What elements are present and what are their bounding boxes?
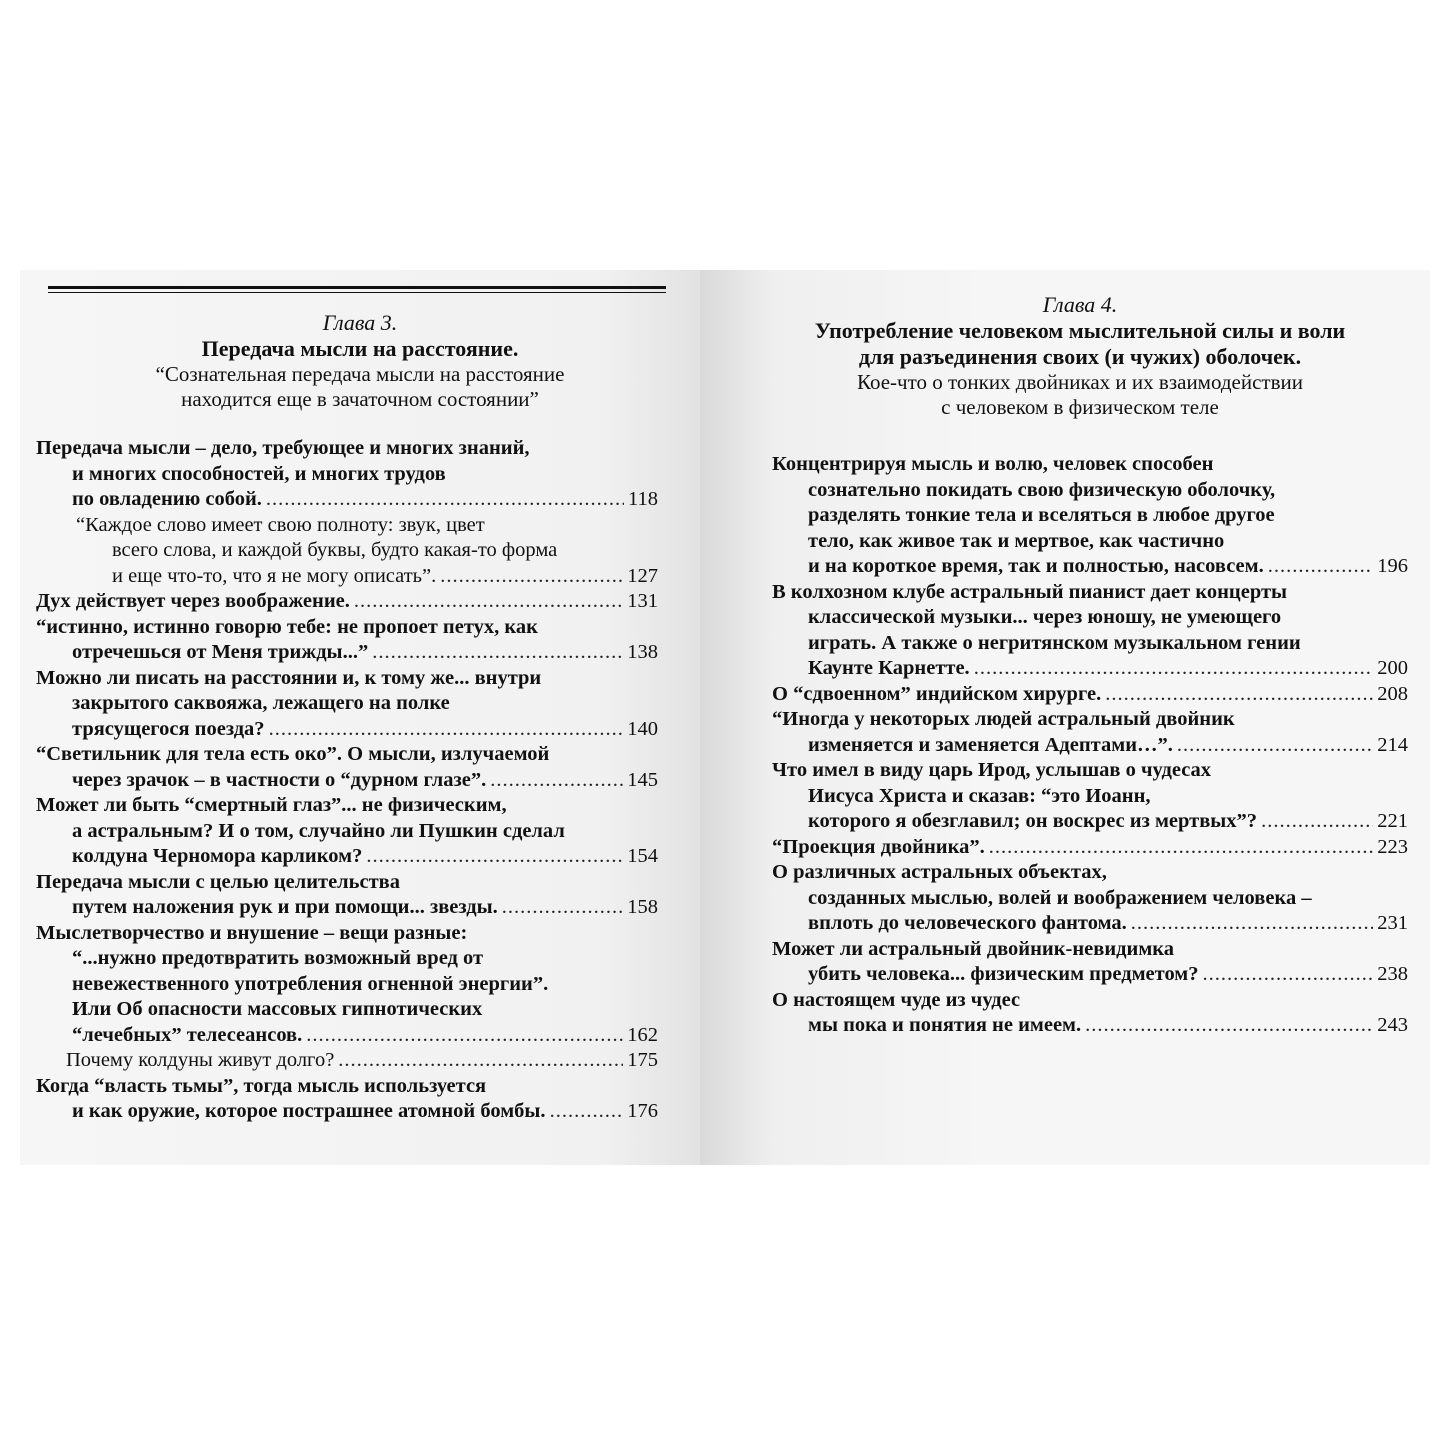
toc-entry-line: Дух действует через воображение. xyxy=(36,590,350,612)
left-page xyxy=(20,270,700,1165)
toc-entry-line: Иисуса Христа и сказав: “это Иоанн, xyxy=(808,784,1151,807)
dot-leader xyxy=(306,1023,623,1049)
toc-entry-line: О настоящем чуде из чудес xyxy=(772,988,1021,1011)
page-number: 140 xyxy=(627,717,658,740)
chapter-epigraph-line: находится еще в зачаточном состоянии” xyxy=(181,387,539,411)
chapter-title-line: для разъединения своих (и чужих) оболочек. xyxy=(858,344,1302,369)
dot-leader xyxy=(266,487,624,513)
chapter-subtitle-line: Кое-что о тонких двойниках и их взаимодействии xyxy=(856,370,1303,394)
page-number: 175 xyxy=(627,1049,658,1071)
page-number: 162 xyxy=(627,1023,658,1046)
toc-entry-line: Может ли быть “смертный глаз”... не физическим, xyxy=(36,794,507,816)
dot-leader xyxy=(366,844,623,870)
toc-entry-line: и многих способностей, и многих трудов xyxy=(72,462,446,485)
toc-entry-last-line xyxy=(772,835,1408,861)
page-number: 221 xyxy=(1377,810,1408,832)
toc-entry-line: Или Об опасности массовых гипнотических xyxy=(72,998,483,1020)
dot-leader xyxy=(490,768,623,794)
chapter-epigraph-line: “Сознательная передача мысли на расстояние xyxy=(155,362,565,386)
dot-leader xyxy=(1203,962,1374,988)
toc-entry-line: “Светильник для тела есть око”. О мысли, излучаемой xyxy=(36,743,550,765)
toc-entry-line: О “сдвоенном” индийском хирурге. xyxy=(772,682,1102,705)
toc-entry-last-line xyxy=(36,844,658,870)
dot-leader xyxy=(974,656,1374,682)
toc-entry-last-line xyxy=(36,487,658,513)
toc-entry-line: “Проекция двойника”. xyxy=(772,835,985,858)
page-number: 196 xyxy=(1377,555,1408,577)
toc-entry-line: “лечебных” телесеансов. xyxy=(72,1023,303,1046)
dot-leader xyxy=(1261,809,1373,835)
toc-entry[interactable] xyxy=(772,937,1408,988)
toc-entry-line: а астральным? И о том, случайно ли Пушкин сделал xyxy=(72,819,565,842)
dot-leader xyxy=(1105,682,1373,708)
toc-entry-last-line xyxy=(772,962,1408,988)
toc-entry-line: вплоть до человеческого фантома. xyxy=(808,912,1127,934)
toc-entry[interactable] xyxy=(772,860,1408,937)
dot-leader xyxy=(1268,554,1374,580)
page-number: 145 xyxy=(627,768,658,791)
chapter-title-line: Употребление человеком мыслительной силы и воли xyxy=(814,318,1346,343)
dot-leader xyxy=(502,895,624,921)
chapter-title: Передача мысли на расстояние. xyxy=(201,336,519,361)
toc-entry-line: В колхозном клубе астральный пианист дает концерты xyxy=(772,580,1288,603)
dot-leader xyxy=(989,835,1374,861)
toc-entry[interactable] xyxy=(772,682,1408,708)
toc-entry[interactable] xyxy=(36,793,658,870)
toc-entry[interactable] xyxy=(772,988,1408,1039)
toc-entry[interactable] xyxy=(36,1048,658,1074)
toc-entry[interactable] xyxy=(772,452,1408,580)
toc-entry-line: разделять тонкие тела и вселяться в любое другое xyxy=(808,504,1275,526)
toc-list-right xyxy=(772,452,1408,1039)
toc-entry-line: и на короткое время, так и полностью, насовсем. xyxy=(808,555,1264,577)
page-number: 208 xyxy=(1377,682,1408,705)
toc-entry-last-line xyxy=(76,564,658,590)
toc-entry-line: закрытого саквояжа, лежащего на полке xyxy=(72,692,450,714)
toc-entry-line: и еще что-то, что я не могу описать”. xyxy=(112,564,437,587)
toc-entry-last-line xyxy=(772,554,1408,580)
toc-entry-line: Что имел в виду царь Ирод, услышав о чудесах xyxy=(772,759,1212,781)
toc-entry[interactable] xyxy=(772,580,1408,682)
page-number: 200 xyxy=(1377,657,1408,679)
header-rule-thin xyxy=(48,292,666,293)
toc-entry-line: Каунте Карнетте. xyxy=(808,657,970,679)
toc-entry-last-line xyxy=(772,656,1408,682)
header-rule-thick xyxy=(48,286,666,289)
toc-entry-line: которого я обезглавил; он воскрес из мертвых”? xyxy=(808,810,1258,832)
right-page xyxy=(700,270,1430,1165)
chapter-3-heading xyxy=(80,310,640,412)
page-number: 138 xyxy=(627,641,658,663)
toc-entry-line: изменяется и заменяется Адептами…”. xyxy=(808,733,1173,756)
dot-leader xyxy=(354,589,623,615)
page-number: 238 xyxy=(1377,963,1408,985)
toc-entry-line: Передача мысли с целью целительства xyxy=(36,870,401,893)
dot-leader xyxy=(372,640,623,666)
dot-leader xyxy=(1085,1013,1373,1039)
toc-entry-line: О различных астральных объектах, xyxy=(772,861,1107,883)
toc-entry-line: Передача мысли – дело, требующее и многих знаний, xyxy=(36,437,530,459)
toc-entry-last-line xyxy=(36,640,658,666)
toc-entry-line: Может ли астральный двойник-невидимка xyxy=(772,937,1175,960)
page-number: 127 xyxy=(627,564,658,587)
toc-list-left xyxy=(36,436,658,1125)
toc-entry-last-line xyxy=(36,895,658,921)
toc-entry[interactable] xyxy=(36,615,658,666)
toc-entry-line: через зрачок – в частности о “дурном глазе”. xyxy=(72,768,487,791)
toc-entry-line: Можно ли писать на расстоянии и, к тому же... внутри xyxy=(36,666,542,689)
toc-entry[interactable] xyxy=(772,707,1408,758)
toc-entry-last-line xyxy=(36,768,658,794)
toc-entry-last-line xyxy=(36,1099,658,1125)
toc-entry-line: отречешься от Меня трижды...” xyxy=(72,641,369,663)
toc-entry-line: играть. А также о негритянском музыкальном гении xyxy=(808,631,1301,654)
toc-entry-line: трясущегося поезда? xyxy=(72,717,265,740)
toc-entry-line: “истинно, истинно говорю тебе: не пропоет петух, как xyxy=(36,615,538,638)
toc-entry-last-line xyxy=(772,809,1408,835)
toc-entry-line: Мыслетворчество и внушение – вещи разные: xyxy=(36,921,468,944)
toc-entry-line: всего слова, и каждой буквы, будто какая-то форма xyxy=(112,539,558,561)
toc-entry-line: “Иногда у некоторых людей астральный двойник xyxy=(772,708,1235,730)
toc-entry-line: путем наложения рук и при помощи... звезды. xyxy=(72,896,498,918)
dot-leader xyxy=(1177,733,1373,759)
book-spread xyxy=(20,270,1430,1165)
page-number: 223 xyxy=(1377,835,1408,858)
toc-entry-last-line xyxy=(772,911,1408,937)
toc-entry-line: “Каждое слово имеет свою полноту: звук, цвет xyxy=(76,513,485,536)
toc-entry-line: убить человека... физическим предметом? xyxy=(808,963,1199,985)
toc-entry-line: “...нужно предотвратить возможный вред от xyxy=(72,947,484,969)
page-number: 214 xyxy=(1377,733,1408,756)
toc-entry[interactable] xyxy=(36,921,658,1049)
page-number: 231 xyxy=(1377,912,1408,934)
toc-entry-line: тело, как живое так и мертвое, как частично xyxy=(808,529,1225,552)
toc-entry-last-line xyxy=(772,682,1408,708)
dot-leader xyxy=(440,564,623,590)
toc-entry-line: Почему колдуны живут долго? xyxy=(66,1049,335,1071)
page-number: 131 xyxy=(627,590,658,612)
chapter-number: Глава 3. xyxy=(322,310,398,335)
toc-entry-line: невежественного употребления огненной энергии”. xyxy=(72,972,549,995)
chapter-subtitle-line: с человеком в физическом теле xyxy=(941,395,1219,419)
toc-entry-last-line xyxy=(66,1048,658,1074)
chapter-4-heading xyxy=(760,292,1400,420)
toc-entry-line: Концентрируя мысль и волю, человек способен xyxy=(772,453,1214,475)
toc-entry[interactable] xyxy=(36,589,658,615)
toc-entry-last-line xyxy=(36,1023,658,1049)
chapter-number: Глава 4. xyxy=(1042,292,1118,317)
page-number: 176 xyxy=(627,1100,658,1122)
dot-leader xyxy=(1131,911,1373,937)
toc-entry[interactable] xyxy=(36,1074,658,1125)
toc-entry-line: классической музыки... через юношу, не умеющего xyxy=(808,606,1282,628)
toc-entry-line: Когда “власть тьмы”, тогда мысль используется xyxy=(36,1074,487,1097)
toc-entry-line: мы пока и понятия не имеем. xyxy=(808,1014,1082,1036)
toc-entry[interactable] xyxy=(36,870,658,921)
toc-entry-last-line xyxy=(36,589,658,615)
toc-entry-line: колдуна Черномора карликом? xyxy=(72,845,363,867)
toc-entry[interactable] xyxy=(36,742,658,793)
toc-entry[interactable] xyxy=(772,758,1408,835)
dot-leader xyxy=(550,1099,624,1125)
toc-entry-line: сознательно покидать свою физическую оболочку, xyxy=(808,478,1276,501)
toc-entry[interactable] xyxy=(36,513,658,590)
page-number: 158 xyxy=(627,896,658,918)
dot-leader xyxy=(269,717,624,743)
dot-leader xyxy=(338,1048,623,1074)
toc-entry-line: созданных мыслью, волей и воображением человека – xyxy=(808,886,1312,909)
toc-entry-line: по овладению собой. xyxy=(72,488,262,510)
toc-entry-last-line xyxy=(772,733,1408,759)
page-number: 154 xyxy=(627,845,658,867)
toc-entry-last-line xyxy=(36,717,658,743)
toc-entry[interactable] xyxy=(36,666,658,743)
toc-entry[interactable] xyxy=(772,835,1408,861)
page-number: 118 xyxy=(628,488,658,510)
toc-entry-line: и как оружие, которое пострашнее атомной бомбы. xyxy=(72,1100,546,1122)
page-number: 243 xyxy=(1377,1014,1408,1036)
toc-entry[interactable] xyxy=(36,436,658,513)
toc-entry-last-line xyxy=(772,1013,1408,1039)
